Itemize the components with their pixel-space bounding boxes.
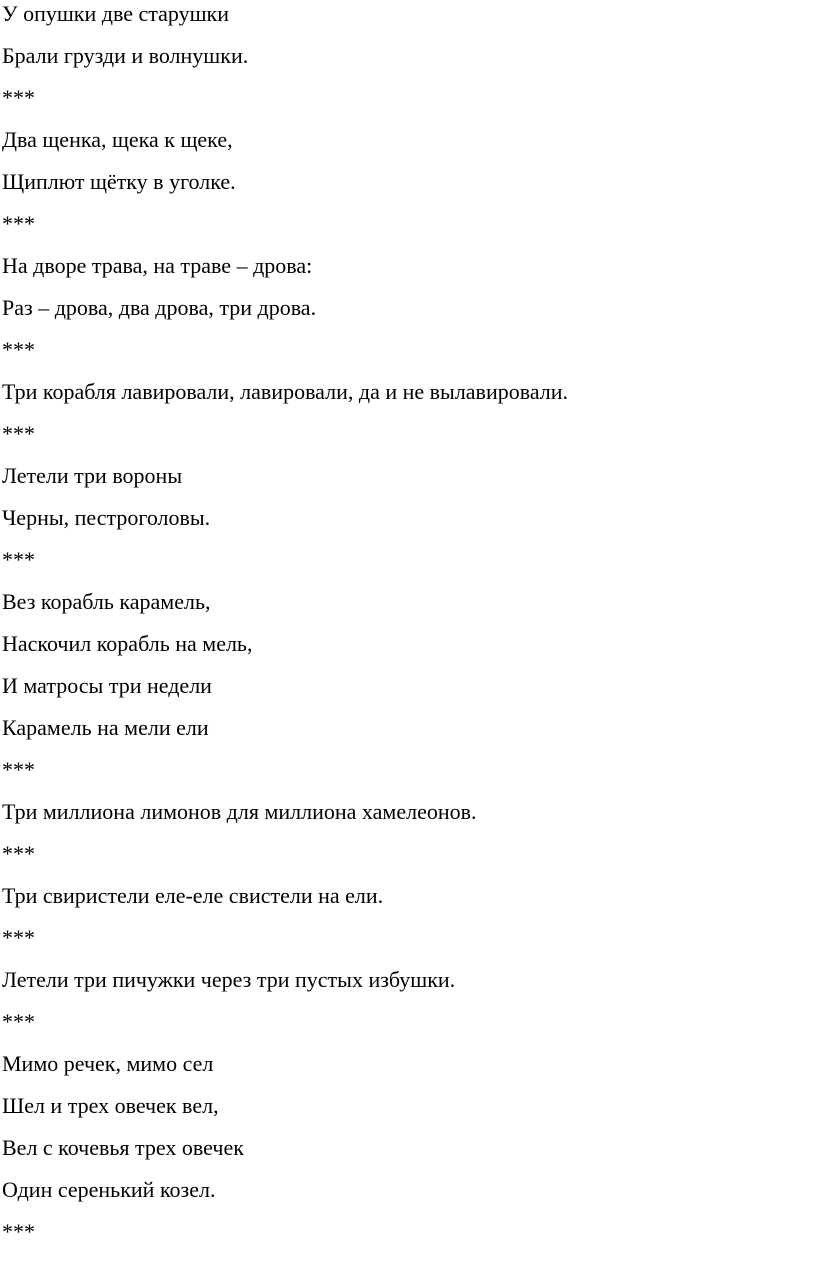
separator: *** <box>2 1009 35 1034</box>
text-line: Два щенка, щека к щеке, <box>2 127 233 152</box>
text-line: Один серенький козел. <box>2 1177 216 1202</box>
text-line: Вез корабль карамель, <box>2 589 211 614</box>
text-line: Три миллиона лимонов для миллиона хамелеонов. <box>2 799 477 824</box>
text-line: У опушки две старушки <box>2 1 229 26</box>
separator: *** <box>2 841 35 866</box>
text-line: Три корабля лавировали, лавировали, да и не вылавировали. <box>2 379 569 404</box>
text-line: Наскочил корабль на мель, <box>2 631 253 656</box>
text-line: Карамель на мели ели <box>2 715 209 740</box>
text-line: Шел и трех овечек вел, <box>2 1093 219 1118</box>
separator: *** <box>2 925 35 950</box>
separator: *** <box>2 211 35 236</box>
text-line: Летели три вороны <box>2 463 183 488</box>
text-line: Черны, пестроголовы. <box>2 505 211 530</box>
separator: *** <box>2 757 35 782</box>
separator: *** <box>2 1219 35 1244</box>
separator: *** <box>2 421 35 446</box>
text-line: Три свиристели еле-еле свистели на ели. <box>2 883 384 908</box>
text-line: Мимо речек, мимо сел <box>2 1051 214 1076</box>
text-line: Щиплют щётку в уголке. <box>2 169 236 194</box>
text-line: Раз – дрова, два дрова, три дрова. <box>2 295 317 320</box>
text-line: Летели три пичужки через три пустых избушки. <box>2 967 456 992</box>
text-line: На дворе трава, на траве – дрова: <box>2 253 313 278</box>
separator: *** <box>2 337 35 362</box>
text-line: Брали грузди и волнушки. <box>2 43 249 68</box>
separator: *** <box>2 547 35 572</box>
text-line: Вел с кочевья трех овечек <box>2 1135 244 1160</box>
separator: *** <box>2 85 35 110</box>
text-line: И матросы три недели <box>2 673 212 698</box>
